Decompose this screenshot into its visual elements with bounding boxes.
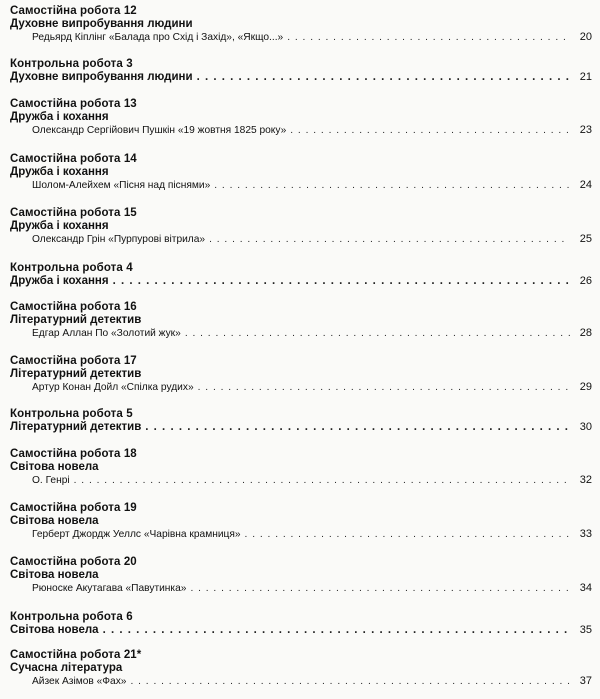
toc-entry bbox=[10, 58, 592, 84]
entry-theme: Світова новела bbox=[10, 515, 99, 527]
dot-leader bbox=[145, 421, 570, 434]
entry-work-row bbox=[10, 327, 592, 340]
entry-heading: Контрольна робота 3 bbox=[10, 58, 133, 70]
toc-entry bbox=[10, 98, 592, 137]
entry-theme-row bbox=[10, 275, 592, 288]
toc-entry bbox=[10, 207, 592, 246]
toc-entry bbox=[10, 355, 592, 394]
page-number: 30 bbox=[579, 421, 592, 433]
entry-heading: Самостійна робота 20 bbox=[10, 556, 137, 568]
entry-work-row bbox=[10, 675, 592, 688]
page-number: 26 bbox=[579, 275, 592, 287]
toc-entry bbox=[10, 408, 592, 434]
entry-theme: Сучасна література bbox=[10, 662, 123, 674]
toc-entry bbox=[10, 301, 592, 340]
entry-work-row bbox=[10, 179, 592, 192]
page-number: 33 bbox=[579, 528, 592, 540]
entry-theme: Духовне випробування людини bbox=[10, 71, 193, 83]
entry-heading: Самостійна робота 15 bbox=[10, 207, 137, 219]
entry-work-title: Олександр Грін «Пурпурові вітрила» bbox=[32, 234, 206, 245]
dot-leader bbox=[185, 327, 570, 340]
dot-leader bbox=[74, 474, 570, 487]
page-number: 32 bbox=[579, 474, 592, 486]
entry-work-title: Олександр Сергійович Пушкін «19 жовтня 1825 року» bbox=[32, 125, 287, 136]
entry-heading: Самостійна робота 14 bbox=[10, 153, 137, 165]
page-number: 20 bbox=[579, 31, 592, 43]
page-number: 24 bbox=[579, 179, 592, 191]
entry-work-title: Едгар Аллан По «Золотий жук» bbox=[32, 328, 181, 339]
entry-work-row bbox=[10, 528, 592, 541]
entry-theme: Літературний детектив bbox=[10, 421, 142, 433]
entry-theme: Світова новела bbox=[10, 461, 99, 473]
dot-leader bbox=[198, 381, 570, 394]
entry-work-title: Герберт Джордж Уеллс «Чарівна крамниця» bbox=[32, 529, 241, 540]
entry-work-row bbox=[10, 381, 592, 394]
toc-entry bbox=[10, 611, 592, 637]
entry-theme: Дружба і кохання bbox=[10, 220, 109, 232]
toc-entry bbox=[10, 5, 592, 44]
entry-work-title: Рюноске Акутагава «Павутинка» bbox=[32, 583, 187, 594]
entry-work-row bbox=[10, 31, 592, 44]
entry-theme: Дружба і кохання bbox=[10, 111, 109, 123]
dot-leader bbox=[287, 31, 570, 44]
dot-leader bbox=[190, 582, 570, 595]
page-number: 37 bbox=[579, 675, 592, 687]
dot-leader bbox=[245, 528, 570, 541]
entry-theme: Літературний детектив bbox=[10, 368, 142, 380]
entry-heading: Контрольна робота 4 bbox=[10, 262, 133, 274]
entry-heading: Контрольна робота 6 bbox=[10, 611, 133, 623]
entry-theme: Духовне випробування людини bbox=[10, 18, 193, 30]
entry-heading: Самостійна робота 21* bbox=[10, 649, 142, 661]
page-number: 29 bbox=[579, 381, 592, 393]
entry-work-row bbox=[10, 474, 592, 487]
entry-theme-row bbox=[10, 421, 592, 434]
toc-entry bbox=[10, 556, 592, 595]
page-number: 34 bbox=[579, 582, 592, 594]
entry-work-row bbox=[10, 124, 592, 137]
dot-leader bbox=[214, 179, 570, 192]
entry-work-title: О. Генрі bbox=[32, 475, 70, 486]
dot-leader bbox=[209, 233, 570, 246]
page-number: 25 bbox=[579, 233, 592, 245]
toc-entry bbox=[10, 153, 592, 192]
entry-heading: Самостійна робота 12 bbox=[10, 5, 137, 17]
dot-leader bbox=[113, 275, 570, 288]
entry-theme-row bbox=[10, 624, 592, 637]
dot-leader bbox=[290, 124, 570, 137]
entry-heading: Самостійна робота 16 bbox=[10, 301, 137, 313]
dot-leader bbox=[197, 71, 570, 84]
toc-entry bbox=[10, 649, 592, 688]
entry-heading: Самостійна робота 18 bbox=[10, 448, 137, 460]
entry-work-title: Айзек Азімов «Фах» bbox=[32, 676, 127, 687]
dot-leader bbox=[103, 624, 570, 637]
entry-heading: Контрольна робота 5 bbox=[10, 408, 133, 420]
entry-heading: Самостійна робота 19 bbox=[10, 502, 137, 514]
entry-theme: Дружба і кохання bbox=[10, 275, 109, 287]
entry-work-title: Редьярд Кіплінг «Балада про Схід і Захід», «Якщо...» bbox=[32, 32, 284, 43]
entry-work-row bbox=[10, 233, 592, 246]
page-number: 21 bbox=[579, 71, 592, 83]
entry-heading: Самостійна робота 17 bbox=[10, 355, 137, 367]
entry-heading: Самостійна робота 13 bbox=[10, 98, 137, 110]
toc-entry bbox=[10, 448, 592, 487]
page-number: 28 bbox=[579, 327, 592, 339]
page-number: 23 bbox=[579, 124, 592, 136]
dot-leader bbox=[130, 675, 570, 688]
toc-entry bbox=[10, 502, 592, 541]
entry-theme-row bbox=[10, 71, 592, 84]
page-number: 35 bbox=[579, 624, 592, 636]
entry-theme: Літературний детектив bbox=[10, 314, 142, 326]
toc-entry bbox=[10, 262, 592, 288]
entry-theme: Світова новела bbox=[10, 624, 99, 636]
entry-work-row bbox=[10, 582, 592, 595]
entry-theme: Дружба і кохання bbox=[10, 166, 109, 178]
entry-work-title: Артур Конан Дойл «Спілка рудих» bbox=[32, 382, 194, 393]
entry-work-title: Шолом-Алейхем «Пісня над піснями» bbox=[32, 180, 211, 191]
entry-theme: Світова новела bbox=[10, 569, 99, 581]
